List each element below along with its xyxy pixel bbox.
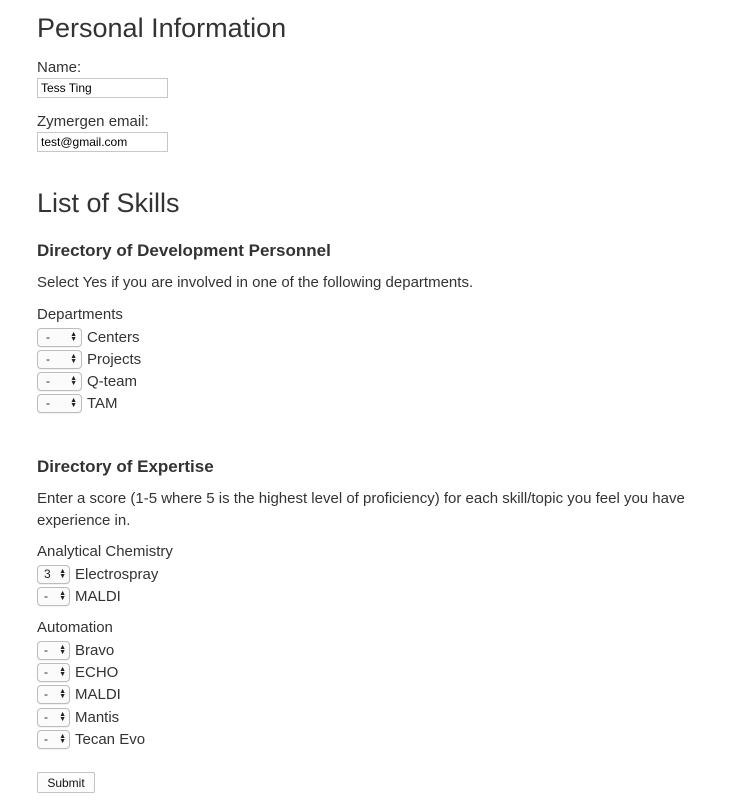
skill-row-tecan-evo xyxy=(37,729,145,749)
skill-select-maldi-chem[interactable] xyxy=(37,587,70,606)
list-of-skills-heading: List of Skills xyxy=(37,188,180,218)
skill-select-mantis[interactable] xyxy=(37,708,70,727)
expertise-heading: Directory of Expertise xyxy=(37,457,214,476)
skill-label: Mantis xyxy=(75,708,120,726)
updown-arrows-icon: ▲ ▼ xyxy=(70,397,77,409)
updown-arrows-icon: ▲ ▼ xyxy=(70,375,77,387)
select-value: - xyxy=(46,374,50,388)
dept-row-q-team xyxy=(37,371,137,391)
email-label: Zymergen email: xyxy=(37,113,149,130)
skill-label: Bravo xyxy=(75,641,115,659)
skill-row-echo xyxy=(37,662,118,682)
skill-row-maldi-chem xyxy=(37,586,121,606)
email-input[interactable] xyxy=(37,132,168,152)
skill-label: MALDI xyxy=(75,587,121,605)
dept-select-projects[interactable] xyxy=(37,350,82,369)
personal-information-heading: Personal Information xyxy=(37,13,287,43)
dept-label: Centers xyxy=(87,328,140,346)
development-instructions: Select Yes if you are involved in one of the following departments. xyxy=(37,274,474,291)
updown-arrows-icon: ▲ ▼ xyxy=(70,353,77,365)
dept-label: TAM xyxy=(87,394,118,412)
skill-row-electrospray xyxy=(37,564,158,584)
skill-select-electrospray[interactable] xyxy=(37,565,70,584)
departments-label: Departments xyxy=(37,306,123,323)
skill-label: Electrospray xyxy=(75,565,159,583)
skill-select-bravo[interactable] xyxy=(37,641,70,660)
analytical-chemistry-label: Analytical Chemistry xyxy=(37,543,173,560)
select-value: - xyxy=(44,687,48,701)
updown-arrows-icon: ▲ ▼ xyxy=(59,666,66,678)
dept-select-q-team[interactable] xyxy=(37,372,82,391)
skill-row-maldi-auto xyxy=(37,684,121,704)
development-personnel-heading: Directory of Development Personnel xyxy=(37,241,331,260)
skill-select-tecan-evo[interactable] xyxy=(37,730,70,749)
updown-arrows-icon: ▲ ▼ xyxy=(59,711,66,723)
select-value: - xyxy=(44,710,48,724)
select-value: - xyxy=(46,330,50,344)
updown-arrows-icon: ▲ ▼ xyxy=(59,733,66,745)
select-value: - xyxy=(44,589,48,603)
expertise-instructions: Enter a score (1-5 where 5 is the highest level of proficiency) for each skill/topic you feel you have experience in. xyxy=(37,490,685,529)
select-value: - xyxy=(44,665,48,679)
dept-label: Q-team xyxy=(87,372,138,390)
skill-label: ECHO xyxy=(75,663,119,681)
updown-arrows-icon: ▲ ▼ xyxy=(59,688,66,700)
skill-select-echo[interactable] xyxy=(37,663,70,682)
submit-button[interactable]: Submit xyxy=(37,772,95,793)
dept-select-tam[interactable] xyxy=(37,394,82,413)
dept-select-centers[interactable] xyxy=(37,328,82,347)
skill-row-bravo xyxy=(37,640,114,660)
skill-select-maldi-auto[interactable] xyxy=(37,685,70,704)
name-input[interactable] xyxy=(37,78,168,98)
skill-label: Tecan Evo xyxy=(75,730,146,748)
updown-arrows-icon: ▲ ▼ xyxy=(59,644,66,656)
dept-row-projects xyxy=(37,349,141,369)
select-value: 3 xyxy=(44,567,51,581)
name-label: Name: xyxy=(37,59,82,76)
skill-label: MALDI xyxy=(75,685,121,703)
select-value: - xyxy=(46,396,50,410)
select-value: - xyxy=(44,732,48,746)
automation-label: Automation xyxy=(37,619,113,636)
dept-label: Projects xyxy=(87,350,142,368)
updown-arrows-icon: ▲ ▼ xyxy=(59,568,66,580)
dept-row-tam xyxy=(37,393,118,413)
skill-row-mantis xyxy=(37,707,119,727)
updown-arrows-icon: ▲ ▼ xyxy=(59,590,66,602)
dept-row-centers xyxy=(37,327,140,347)
select-value: - xyxy=(46,352,50,366)
select-value: - xyxy=(44,643,48,657)
updown-arrows-icon: ▲ ▼ xyxy=(70,331,77,343)
